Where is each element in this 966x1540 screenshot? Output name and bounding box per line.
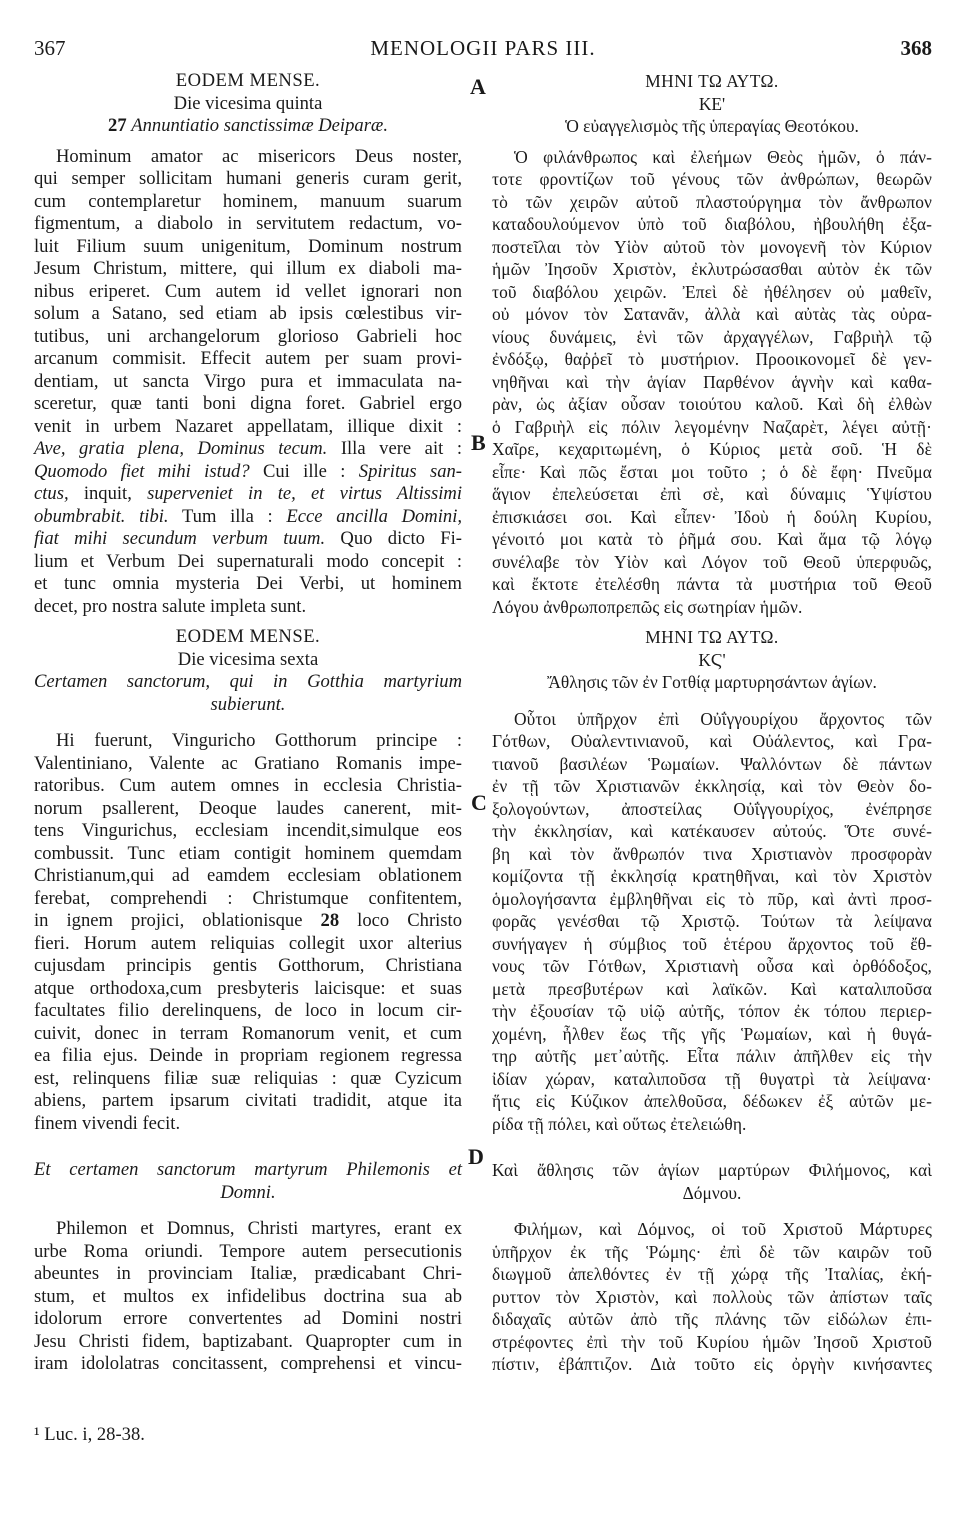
philemon-title: Καὶ ἄθλησις τῶν ἁγίων μαρτύρων Φιλήμονος, καὶ: [492, 1160, 932, 1180]
philemon-title: Et certamen sanctorum martyrum Philemonis et: [34, 1159, 462, 1180]
text-line: Hi fuerunt, Vinguricho Gotthorum principe :: [56, 730, 462, 751]
text-line: συνέλαβε τὸν Υἱὸν καὶ Λόγον τοῦ Θεοῦ ὑπερφυῶς,: [492, 551, 932, 572]
text-line: τηρ αὐτῆς μετ᾽αὐτῆς. Εἶτα πάλιν ἀπῆλθεν εἰς τὴν: [492, 1046, 932, 1066]
text-line: ἥτις εἰς Κύζικον ἀπελθοῦσα, δέδωκεν ἐξ αὐτῶν με-: [492, 1091, 932, 1111]
section-heading: ΜΗΝΙ ΤΩ ΑΥΤΩ.: [645, 627, 779, 647]
text-span: superveniet in te, et virtus Altissimi: [147, 483, 462, 504]
text-line: cujusdam principis gentis Gotthorum, Christiana: [34, 955, 462, 976]
text-span: in ignem projici, oblationisque: [34, 910, 321, 931]
folio-number: 28: [320, 910, 340, 931]
text-line: dentiam, ut sancta Virgo pura et immaculata na-: [34, 370, 462, 392]
greek-paragraph-philemon: [492, 1218, 932, 1376]
text-line: norum psallerent, Deoque laudes canerent, mit-: [34, 797, 462, 819]
running-title: MENOLOGII PARS III.: [370, 36, 596, 60]
text-line: τὸ τῶν χειρῶν αὐτοῦ πλαστούργημα τὸν ἄνθρωπον: [492, 191, 932, 212]
text-span: Illa vere ait :: [327, 438, 462, 459]
text-line: ratoribus. Cum autem omnes in ecclesia Christia-: [34, 775, 462, 796]
text-line: διδαχαῖς αὐτῶν ἀπὸ τῆς πλάνης τῶν εἰδώλων ἐπι-: [492, 1309, 932, 1329]
section-heading: EODEM MENSE.: [175, 70, 321, 91]
text-line: nibus eriperet. Cum autem id vellet ignorari non: [34, 280, 462, 302]
text-line: atque orthodoxa,cum presbyteris laicisque: et suas: [34, 977, 462, 999]
text-line: τοτε φροντίζων τοῦ γένους τῶν ἀνθρώπων, θεωρῶν: [492, 169, 932, 189]
text-line: ferebat, comprehendi : Christumque confitentem,: [34, 887, 462, 909]
text-line: ἡμῶν Ἰησοῦν Χριστὸν, ἐκλυτρώσασθαι αὐτὸν ἐκ τῶν: [492, 259, 932, 279]
text-line: solum a Satano, sed etiam ab ipsis cœlestibus vir-: [34, 303, 462, 324]
text-line: οὐ μόνον τὸν Σατανᾶν, ἀλλὰ καὶ αὐτὰς τὰς οὐρα-: [492, 304, 932, 324]
text-line: Jesu Christi fidem, baptizabant. Quapropter cum in: [34, 1330, 462, 1352]
text-line: cum contemplaretur hominem, manuum suarum: [34, 190, 462, 212]
text-line: Christianum,qui ad eamdem ecclesiam oblationem: [34, 865, 462, 886]
text-span: fiat mihi secundum verbum tuum.: [34, 528, 326, 549]
text-line: στρέφοντες ἐπὶ τὴν τοῦ Κυρίου ἡμῶν Ἰησοῦ Χριστοῦ: [492, 1331, 932, 1352]
text-line: lium et Verbum Dei supernaturali modo concepit :: [34, 550, 462, 572]
text-line: [34, 506, 462, 529]
text-line: Valentiniano, Valente ac Gratiano Romanis impe-: [34, 752, 462, 774]
text-line: figmentum, a diabolo in servitutem redactum, vo-: [34, 213, 462, 234]
greek-paragraph-gotthia: [492, 708, 932, 1136]
text-line: arcanum commisit. Effecit autem per suam provi-: [34, 348, 462, 369]
text-line: qui semper sollicitam humani generis curam gerit,: [34, 168, 462, 189]
text-line: est, relinquens filiæ suæ reliquias : quæ Cyzicum: [34, 1067, 462, 1089]
text-line: Philemon et Domnus, Christi martyres, erant ex: [56, 1218, 462, 1239]
text-line: καὶ ἔκτοτε ἐτελέσθη πάντα τὰ μυστήρια τοῦ Θεοῦ: [492, 574, 932, 594]
greek-column: [492, 70, 932, 1376]
feast-title-text: Annuntiatio sanctissimæ Deiparæ.: [131, 115, 388, 136]
text-line: Φιλήμων, καὶ Δόμνος, οἱ τοῦ Χριστοῦ Μάρτυρες: [514, 1219, 932, 1239]
text-line: et tunc omnia mysteria Dei Verbi, ut hominem: [34, 573, 462, 594]
text-span: Cui ille :: [249, 460, 359, 482]
text-line: idolorum errore convertentes ad Domini nostri: [34, 1308, 462, 1329]
text-line: [34, 461, 462, 484]
text-line: [34, 483, 462, 506]
text-line: stum, et multos ex infidelibus doctrina sua ab: [34, 1285, 462, 1307]
text-line: μετὰ πρεσβυτέρων καὶ λαϊκῶν. Καὶ καταλιποῦσα: [492, 978, 932, 999]
text-line: κομίζοντα τῇ ἐκκλησίᾳ κρατηθῆναι, καὶ τὸν Χριστὸν: [492, 866, 932, 886]
text-line: ὁμολογήσαντα ἐμβληθῆναι εἰς τὸ πῦρ, καὶ ἀντὶ προσ-: [492, 888, 932, 909]
text-line: combussit. Tunc etiam contigit hominem quemdam: [34, 842, 462, 864]
text-line: venit in urbem Nazaret appellatam, illique dixit :: [34, 415, 462, 437]
running-header: [0, 36, 966, 66]
text-line: tutibus, uni archangelorum glorioso Gabrieli hoc: [34, 325, 462, 347]
text-line: καταδουλούμενον ὑπὸ τοῦ διαβόλου, ἠβουλήθη ἐξα-: [492, 214, 932, 234]
margin-marker-d: D: [468, 1144, 484, 1169]
text-span: loco Christo: [339, 910, 462, 931]
latin-paragraph-gotthia: [34, 730, 462, 1135]
margin-marker-c: C: [471, 790, 487, 815]
text-line: γένοιτό μοι κατὰ τὸ ῥῆμά σου. Καὶ ἅμα τῷ λόγῳ: [492, 529, 932, 549]
page-number-right: 368: [900, 36, 932, 60]
text-line: διωγμοῦ ἀπελθόντες ἐν τῇ χώρᾳ τῆς Ἰταλίας, ἐκή-: [492, 1264, 932, 1284]
text-line: τὴν ἐκκλησίαν, καὶ κατέκαυσεν αὐτούς. Ὅτε συνέ-: [492, 821, 932, 841]
section-subheading: Die vicesima sexta: [177, 648, 319, 670]
text-line: abiens, partem ipsarum civitati tradidit, atque ita: [34, 1090, 462, 1111]
text-line: [34, 438, 462, 461]
feast-title: Ὁ εὐαγγελισμὸς τῆς ὑπεραγίας Θεοτόκου.: [565, 116, 859, 136]
text-line: ἅγιον ἐπελεύσεται ἐπὶ σὲ, καὶ δύναμις Ὑψίστου: [492, 484, 932, 504]
text-line: fieri. Horum autem reliquias collegit uxor alterius: [34, 932, 462, 954]
text-span: Ave, gratia plena, Dominus tecum.: [34, 438, 328, 459]
martyrs-title: Ἄθλησις τῶν ἐν Γοτθίᾳ μαρτυρησάντων ἁγίων.: [547, 672, 877, 692]
text-line: ὁ Γαβριὴλ εἰς πόλιν λεγομένην Ναζαρὲτ, λέγει αὐτῇ·: [492, 416, 932, 437]
latin-paragraph-annunciation: [34, 146, 462, 619]
text-line: Hominum amator ac misericors Deus noster,: [56, 145, 462, 167]
text-line: finem vivendi fecit.: [34, 1112, 181, 1134]
text-line: ἰδίαν χώραν, καταλιποῦσα τῇ θυγατρὶ τὰ λείψανα·: [492, 1068, 932, 1089]
text-span: ctus,: [34, 483, 69, 504]
text-line: ὑπῆρχον ἐκ τῆς Ῥώμης· ἐπὶ δὲ τῶν καιρῶν τοῦ: [492, 1241, 932, 1262]
text-line: ξολογούντων, ἀποστείλας Οὐΐγγουρίχος, ἐνέπρησε: [492, 798, 932, 819]
text-line: τὴν ἐξουσίαν τῷ υἱῷ αὐτῆς, τόπον ἐκ τόπου περιερ-: [492, 1001, 932, 1021]
text-line: ἐπισκιάσει σοι. Καὶ εἶπεν· Ἰδοὺ ἡ δούλη Κυρίου,: [492, 506, 932, 527]
greek-paragraph-annunciation: [492, 146, 932, 619]
text-span: Quomodo fiet mihi istud?: [34, 460, 250, 482]
philemon-title-end: Domni.: [220, 1181, 276, 1203]
text-line: Λόγου ἀνθρωποπρεπῶς εἰς σωτηρίαν ἡμῶν.: [492, 596, 803, 617]
text-line: τοῦ διαβόλου χειρῶν. Ἐπεὶ δὲ ἠθέλησεν οὐ μαθεῖν,: [492, 281, 932, 302]
text-line: cuivit, donec in terram Romanorum venit, et cum: [34, 1022, 462, 1044]
martyrs-title: Certamen sanctorum, qui in Gotthia martyrium: [34, 671, 462, 692]
text-line: φορᾶς γενέσθαι τῷ Χριστῷ. Τούτων τὰ λείψανα: [492, 911, 932, 931]
text-line: ρίδα τῇ πόλει, καὶ οὕτως ἐτελειώθη.: [492, 1113, 747, 1134]
philemon-title-end: Δόμνου.: [682, 1182, 742, 1203]
margin-marker-b: B: [471, 430, 486, 455]
text-line: νίους δυνάμεις, ἑνὶ τῶν ἀρχαγγέλων, Γαβριὴλ τῷ: [492, 326, 932, 347]
text-line: ρυττον τὸν Χριστὸν, καὶ πολλοὺς τῶν ἀπίστων ταῖς: [492, 1286, 932, 1307]
latin-column: [34, 70, 462, 1376]
text-line: νους τῶν Γότθων, Χριστιανὴ οὖσα καὶ ὀρθόδοξος,: [492, 956, 932, 976]
text-span: Tum illa :: [168, 505, 287, 527]
text-line: tens Vingurichus, ecclesiam incendit,simulque eos: [34, 820, 462, 841]
text-line: [34, 910, 462, 933]
text-span: obumbrabit. tibi.: [34, 505, 169, 527]
margin-marker-a: A: [470, 74, 486, 99]
text-line: [34, 528, 462, 551]
folio-number: 27: [108, 115, 127, 136]
text-line: νηθῆναι καὶ τὴν ἁγίαν Παρθένον ἁγνὴν καὶ καθα-: [492, 371, 932, 392]
text-line: facultates filio derelinquens, de loco in locum cir-: [34, 1000, 462, 1021]
text-line: ποστεῖλαι τὸν Υἱὸν αὐτοῦ τὸν μονογενῆ τὸν Κύριον: [492, 236, 932, 257]
text-span: inquit,: [68, 483, 148, 504]
text-line: ρὰν, ὡς ἀξίαν οὖσαν τοιούτου καλοῦ. Καὶ δὴ ἐλθὼν: [492, 394, 932, 414]
text-line: ἐνδόξῳ, θαῤῥεῖ τὸ μυστήριον. Προοικονομεῖ δὲ γεν-: [492, 349, 932, 369]
feast-title: [34, 115, 462, 138]
text-line: iram idololatras concitassent, comprehensi et vincu-: [34, 1353, 462, 1374]
text-line: urbe Roma oriundi. Tempore autem persecutionis: [34, 1240, 462, 1262]
page-number-left: 367: [34, 36, 66, 60]
text-line: Χαῖρε, κεχαριτωμένη, ὁ Κύριος μετὰ σοῦ. Ἡ δὲ: [492, 439, 932, 459]
text-line: Jesum Christum, mittere, qui illum ex diaboli ma-: [34, 258, 462, 279]
text-span: Ecce ancilla Domini,: [286, 505, 463, 527]
text-line: Ὁ φιλάνθρωπος καὶ ἐλεήμων Θεὸς ἡμῶν, ὁ πάν-: [514, 146, 932, 167]
text-line: συνήγαγεν ἡ σύμβιος τοῦ ἑτέρου ἄρχοντος τοῦ ἔθ-: [492, 933, 932, 954]
text-line: ea filia ejus. Deinde in propriam regionem regressa: [34, 1045, 462, 1066]
text-line: βη καὶ τὸν ἄνθρωπόν τινα Χριστιανὸν προσφορὰν: [492, 843, 932, 864]
text-line: τιανοῦ βασιλέων Ῥωμαίων. Ψαλλόντων δὲ πάντων: [492, 753, 932, 774]
text-line: decet, pro nostra salute impleta sunt.: [34, 595, 307, 617]
section-subheading: ΚϚ': [698, 649, 726, 670]
section-subheading: ΚΕ': [698, 93, 726, 114]
text-line: abeuntes in provinciam Italiæ, prædicabant Chri-: [34, 1263, 462, 1284]
text-line: πίστιν, ἐβάπτιζον. Διὰ τοῦτο εἰς ὀργὴν κινήσαντες: [492, 1354, 932, 1374]
text-line: sceretur, quæ tanti boni digna foret. Gabriel ergo: [34, 393, 462, 414]
text-line: ἐν τῇ τῶν Χριστιανῶν ἐκκλησίᾳ, καὶ τὸν Θεὸν δο-: [492, 776, 932, 796]
martyrs-title-end: subierunt.: [210, 693, 286, 715]
latin-paragraph-philemon: [34, 1218, 462, 1376]
text-line: εἶπε· Καὶ πῶς ἔσται μοι τοῦτο ; ὁ δὲ ἔφη· Πνεῦμα: [492, 461, 932, 482]
text-span: Spiritus san-: [358, 460, 463, 482]
section-subheading: Die vicesima quinta: [173, 92, 323, 114]
text-line: Γότθων, Οὐαλεντινιανοῦ, καὶ Οὐάλεντος, καὶ Γρα-: [492, 731, 932, 751]
footnote: ¹ Luc. i, 28-38.: [34, 1424, 145, 1445]
text-line: χομένη, ἦλθεν ἕως τῆς γῆς Ῥωμαίων, καὶ ἡ θυγά-: [492, 1023, 932, 1044]
section-heading: EODEM MENSE.: [175, 626, 321, 647]
text-line: luit Filium suum unigenitum, Dominum nostrum: [34, 235, 462, 257]
text-line: Οὗτοι ὑπῆρχον ἐπὶ Οὐΐγγουρίχου ἄρχοντος τῶν: [514, 708, 932, 729]
section-heading: ΜΗΝΙ ΤΩ ΑΥΤΩ.: [645, 71, 779, 91]
text-span: Quo dicto Fi-: [325, 528, 462, 549]
